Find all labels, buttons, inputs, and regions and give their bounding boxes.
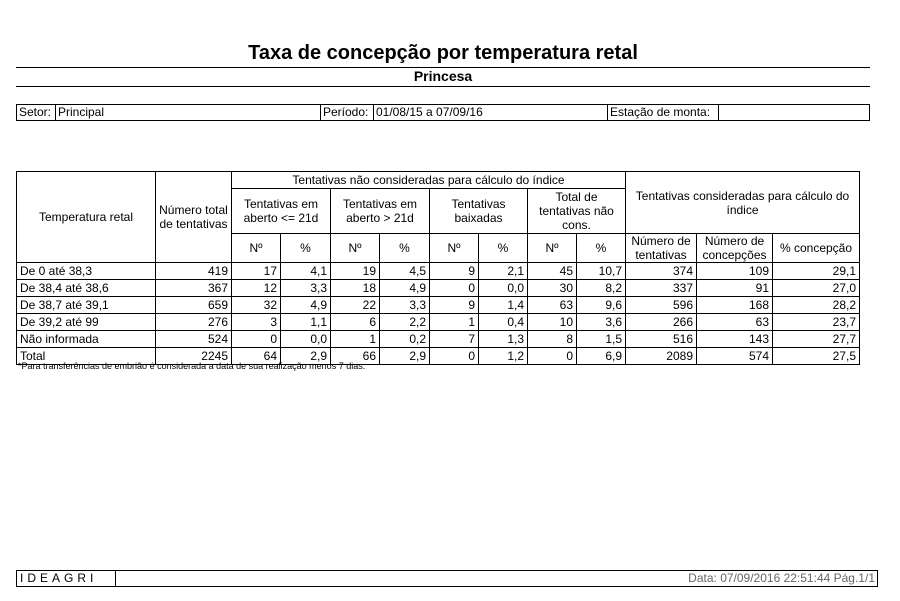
conception-table [16, 171, 860, 365]
period-value: 01/08/15 a 07/09/16 [376, 105, 483, 119]
table-cell: 27,7 [773, 331, 860, 348]
table-cell: 28,2 [773, 297, 860, 314]
table-cell: 32 [232, 297, 281, 314]
table-cell: 374 [626, 263, 697, 280]
table-cell: 7 [430, 331, 479, 348]
table-cell: 276 [156, 314, 232, 331]
subtitle-rule [16, 86, 870, 87]
report-title: Taxa de concepção por temperatura retal [248, 42, 638, 64]
table-cell: 109 [697, 263, 773, 280]
footnote: *Para transferências de embrião é considerada a data de sua realização menos 7 dias. [18, 361, 366, 371]
table-cell: 4,5 [380, 263, 430, 280]
table-row [17, 297, 860, 314]
table-cell: 0,0 [479, 280, 528, 297]
table-cell: 574 [697, 348, 773, 365]
table-cell: 17 [232, 263, 281, 280]
table-cell: 1,1 [281, 314, 331, 331]
row-label: Total [17, 348, 156, 365]
col-header-num-conceptions: Número de concepções [697, 234, 773, 263]
table-cell: 2245 [156, 348, 232, 365]
table-cell: 524 [156, 331, 232, 348]
table-cell: 4,9 [380, 280, 430, 297]
table-cell: 64 [232, 348, 281, 365]
col-header-num-attempts: Número de tentativas [626, 234, 697, 263]
table-cell: 27,5 [773, 348, 860, 365]
col-header-n: Nº [528, 234, 577, 263]
table-cell: 30 [528, 280, 577, 297]
table-cell: 63 [697, 314, 773, 331]
table-cell: 0 [232, 331, 281, 348]
row-label: De 0 até 38,3 [17, 263, 156, 280]
col-header-pct: % [577, 234, 626, 263]
table-cell: 516 [626, 331, 697, 348]
table-cell: 1,5 [577, 331, 626, 348]
table-cell: 9 [430, 263, 479, 280]
table-cell: 4,9 [281, 297, 331, 314]
sector-value: Principal [58, 105, 105, 119]
group-header-lowered: Tentativas baixadas [430, 189, 528, 234]
table-cell: 22 [331, 297, 380, 314]
table-cell: 2089 [626, 348, 697, 365]
row-label: Não informada [17, 331, 156, 348]
table-cell: 12 [232, 280, 281, 297]
table-cell: 0,4 [479, 314, 528, 331]
table-cell: 1,4 [479, 297, 528, 314]
table-cell: 10 [528, 314, 577, 331]
table-cell: 1 [430, 314, 479, 331]
col-header-n: Nº [430, 234, 479, 263]
table-cell: 9,6 [577, 297, 626, 314]
row-label: De 38,7 até 39,1 [17, 297, 156, 314]
table-cell: 2,2 [380, 314, 430, 331]
table-cell: 45 [528, 263, 577, 280]
table-row [17, 331, 860, 348]
table-cell: 8 [528, 331, 577, 348]
col-header-pct: % [281, 234, 331, 263]
table-cell: 27,0 [773, 280, 860, 297]
period-label: Período: [323, 105, 369, 119]
table-cell: 6,9 [577, 348, 626, 365]
group-header-not-considered: Tentativas não consideradas para cálculo do índice [232, 172, 626, 189]
table-cell: 4,1 [281, 263, 331, 280]
table-cell: 337 [626, 280, 697, 297]
col-header-n: Nº [331, 234, 380, 263]
group-header-total-not-considered: Total de tentativas não cons. [528, 189, 626, 234]
row-label: De 39,2 até 99 [17, 314, 156, 331]
brand-logo: IDEAGRI [17, 571, 116, 586]
col-header-temperature: Temperatura retal [17, 172, 156, 263]
table-cell: 596 [626, 297, 697, 314]
table-cell: 0 [430, 280, 479, 297]
table-cell: 3,6 [577, 314, 626, 331]
table-row [17, 314, 860, 331]
col-header-n: Nº [232, 234, 281, 263]
col-header-pct: % [380, 234, 430, 263]
table-cell: 266 [626, 314, 697, 331]
table-cell: 168 [697, 297, 773, 314]
table-cell: 2,9 [281, 348, 331, 365]
table-cell: 23,7 [773, 314, 860, 331]
row-label: De 38,4 até 38,6 [17, 280, 156, 297]
table-cell: 143 [697, 331, 773, 348]
col-header-pct-conception: % concepção [773, 234, 860, 263]
table-cell: 0 [430, 348, 479, 365]
table-row [17, 263, 860, 280]
table-cell: 18 [331, 280, 380, 297]
table-cell: 19 [331, 263, 380, 280]
table-cell: 659 [156, 297, 232, 314]
table-row [17, 280, 860, 297]
table-cell: 1,2 [479, 348, 528, 365]
table-cell: 2,1 [479, 263, 528, 280]
table-cell: 66 [331, 348, 380, 365]
print-timestamp: Data: 07/09/2016 22:51:44 Pág.1/1 [688, 571, 875, 585]
table-cell: 29,1 [773, 263, 860, 280]
table-cell: 1 [331, 331, 380, 348]
table-cell: 0 [528, 348, 577, 365]
table-cell: 91 [697, 280, 773, 297]
table-cell: 10,7 [577, 263, 626, 280]
table-cell: 419 [156, 263, 232, 280]
table-cell: 9 [430, 297, 479, 314]
group-header-open-21d: Tentativas em aberto <= 21d [232, 189, 331, 234]
table-cell: 2,9 [380, 348, 430, 365]
table-cell: 8,2 [577, 280, 626, 297]
table-cell: 3,3 [380, 297, 430, 314]
group-header-open-gt21d: Tentativas em aberto > 21d [331, 189, 430, 234]
group-header-considered: Tentativas consideradas para cálculo do índice [626, 172, 860, 234]
season-label: Estação de monta: [610, 105, 711, 119]
farm-name: Princesa [413, 68, 473, 84]
table-cell: 63 [528, 297, 577, 314]
page-footer [16, 570, 878, 587]
table-cell: 0,0 [281, 331, 331, 348]
table-cell: 1,3 [479, 331, 528, 348]
col-header-total-attempts: Número total de tentativas [156, 172, 232, 263]
table-cell: 3 [232, 314, 281, 331]
col-header-pct: % [479, 234, 528, 263]
sector-label: Setor: [19, 105, 52, 119]
table-cell: 0,2 [380, 331, 430, 348]
season-value [719, 105, 721, 120]
table-cell: 3,3 [281, 280, 331, 297]
filter-bar [16, 104, 870, 121]
table-cell: 6 [331, 314, 380, 331]
table-cell: 367 [156, 280, 232, 297]
